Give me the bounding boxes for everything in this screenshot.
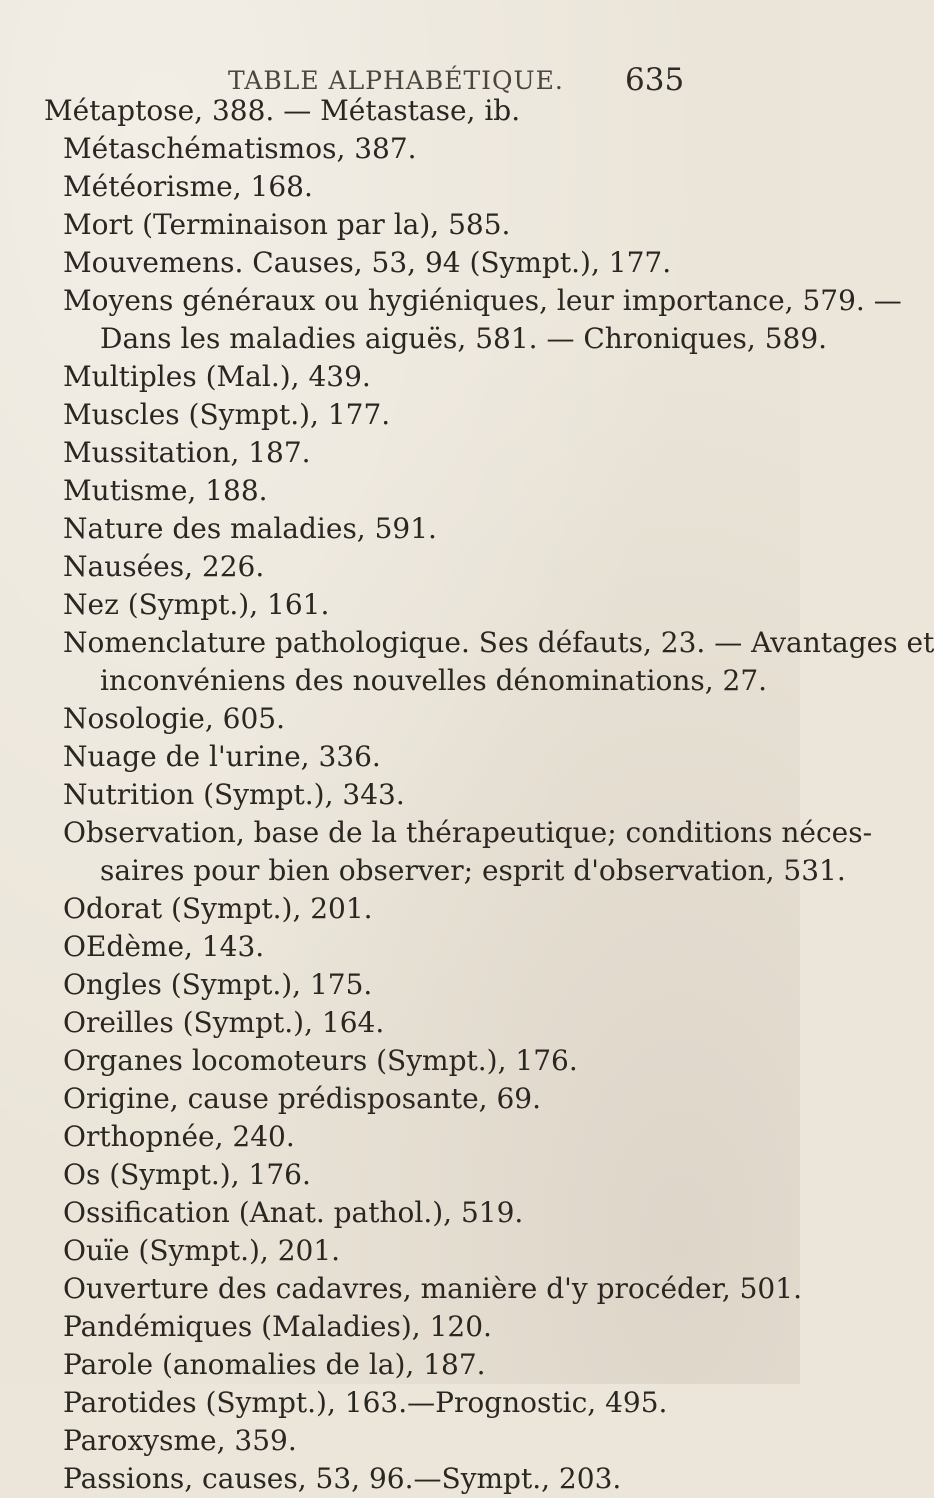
index-entry: Mussitation, 187. [63,436,311,469]
index-entry: Odorat (Sympt.), 201. [63,892,373,925]
index-entry: Origine, cause prédisposante, 69. [63,1082,541,1115]
index-entry: Ongles (Sympt.), 175. [63,968,373,1001]
index-entry: Ouïe (Sympt.), 201. [63,1234,341,1267]
index-entry: Muscles (Sympt.), 177. [63,398,391,431]
index-entry: Métaschématismos, 387. [63,132,417,165]
index-entry: Parotides (Sympt.), 163.—Prognostic, 495. [63,1386,668,1419]
index-entry-continuation: Dans les maladies aiguës, 581. — Chroniques, 589. [100,322,828,355]
index-entry: Pandémiques (Maladies), 120. [63,1310,492,1343]
index-entry: Mort (Terminaison par la), 585. [63,208,511,241]
index-entry: Météorisme, 168. [63,170,313,203]
index-entry-continuation: saires pour bien observer; esprit d'observation, 531. [100,854,846,887]
index-entry: Métaptose, 388. — Métastase, ib. [44,94,521,127]
index-entry: Passions, causes, 53, 96.—Sympt., 203. [63,1462,622,1495]
index-entry: OEdème, 143. [63,930,265,963]
index-entry: Nuage de l'urine, 336. [63,740,381,773]
index-entry-continuation: inconvéniens des nouvelles dénominations, 27. [100,664,768,697]
index-entry: Ossification (Anat. pathol.), 519. [63,1196,524,1229]
index-entry: Organes locomoteurs (Sympt.), 176. [63,1044,578,1077]
index-entry: Nomenclature pathologique. Ses défauts, 23. — Avantages et inconvéniens des nouvelles dénominations, 27. [0,624,800,700]
index-entry: Parole (anomalies de la), 187. [63,1348,486,1381]
index-entry: Observation, base de la thérapeutique; conditions néces- saires pour bien observer; esprit d'observation, 531. [0,814,800,890]
index-entry: Orthopnée, 240. [63,1120,295,1153]
index-entry: Nausées, 226. [63,550,265,583]
index-entry: Nature des maladies, 591. [63,512,437,545]
index-entries [0,92,934,1498]
index-entry: Multiples (Mal.), 439. [63,360,371,393]
index-entry: Mutisme, 188. [63,474,268,507]
index-entry: Mouvemens. Causes, 53, 94 (Sympt.), 177. [63,246,672,279]
index-entry: Os (Sympt.), 176. [63,1158,311,1191]
index-entry: Paroxysme, 359. [63,1424,297,1457]
index-entry: Nez (Sympt.), 161. [63,588,330,621]
index-entry: Moyens généraux ou hygiéniques, leur importance, 579. — Dans les maladies aiguës, 581. — Chroniques, 589. [0,282,800,358]
index-entry: Nutrition (Sympt.), 343. [63,778,405,811]
running-title: TABLE ALPHABÉTIQUE. [228,66,564,95]
index-entry: Nosologie, 605. [63,702,285,735]
index-entry: Oreilles (Sympt.), 164. [63,1006,385,1039]
index-entry: Ouverture des cadavres, manière d'y procéder, 501. [63,1272,802,1305]
page-number: 635 [625,62,685,98]
